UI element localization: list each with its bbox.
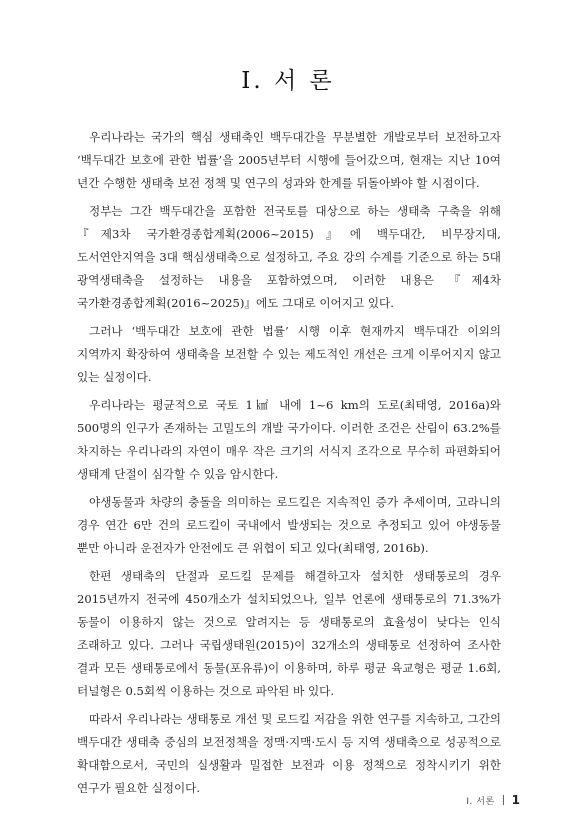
paragraph: 정부는 그간 백두대간을 포함한 전국토를 대상으로 하는 생태축 구축을 위해 『제3차 국가환경종합계획(2006~2015)』에 백두대간, 비무장지대, 도서연안지역을 3대 핵심생태축으로 설정하고, 주요 강의 수계를 기준으로 하는 5대 광역생태축을 설정하는 내용을 포함하였으며, 이러한 내용은 『제4차 국가환경종합계획(2016~2025)』에도 그대로 이어지고 있다. xyxy=(77,204,501,310)
paragraph: 따라서 우리나라는 생태통로 개선 및 로드킬 저감을 위한 연구를 지속하고, 그간의 백두대간 생태축 중심의 보전정책을 정맥·지맥·도시 등 지역 생태축으로 성공적으로 확대함으로서, 국민의 실생활과 밀접한 보전과 이용 정책으로 정착시키기 위한 연구가 필요한 실정이다. xyxy=(77,712,501,795)
page-title: I. 서 론 xyxy=(241,68,335,94)
paragraph: 그러나 ‘백두대간 보호에 관한 법률’ 시행 이후 현재까지 백두대간 이외의 지역까지 확장하여 생태축을 보전할 수 있는 제도적인 개선은 크게 이루어지지 않고 있는 실정이다. xyxy=(77,324,501,384)
footer-section-label: I. 서론 xyxy=(466,796,495,807)
page-footer xyxy=(466,792,520,808)
paragraph: 야생동물과 차량의 충돌을 의미하는 로드킬은 지속적인 증가 추세이며, 고라니의 경우 연간 6만 건의 로드킬이 국내에서 발생되는 것으로 추정되고 있어 야생동물 뿐만 아니라 운전자가 안전에도 큰 위협이 되고 있다(최태영, 2016b). xyxy=(77,495,501,555)
footer-divider xyxy=(503,795,504,805)
paragraph: 한편 생태축의 단절과 로드킬 문제를 해결하고자 설치한 생태통로의 경우 2015년까지 전국에 450개소가 설치되었으나, 일부 언론에 생태통로의 71.3%가 동물이 이용하지 않는 것으로 알려지는 등 생태통로의 효율성이 낮다는 인식 조래하고 있다. 그러나 국립생태원(2015)이 32개소의 생태통로 선정하여 조사한 결과 모든 생태통로에서 동물(포유류)이 이용하며, 하루 평균 육교형은 평균 1.6회, 터널형은 0.5회씩 이용하는 것으로 파악된 바 있다. xyxy=(77,569,501,698)
page-number: 1 xyxy=(511,793,520,807)
paragraph: 우리나라는 국가의 핵심 생태축인 백두대간을 무분별한 개발로부터 보전하고자 ‘백두대간 보호에 관한 법률’을 2005년부터 시행에 들어갔으며, 현재는 지난 10여 년간 수행한 생태축 보전 정책 및 연구의 성과와 한계를 뒤돌아봐야 할 시점이다. xyxy=(77,130,501,190)
body-text xyxy=(77,126,501,805)
paragraph: 우리나라는 평균적으로 국토 1㎢ 내에 1~6 km의 도로(최태영, 2016a)와 500명의 인구가 존재하는 고밀도의 개발 국가이다. 이러한 조건은 산림이 63.2%를 차지하는 우리나라의 자연이 매우 작은 크기의 서식지 조각으로 무수히 파편화되어 생태계 단절이 심각할 수 있음 암시한다. xyxy=(77,398,501,481)
